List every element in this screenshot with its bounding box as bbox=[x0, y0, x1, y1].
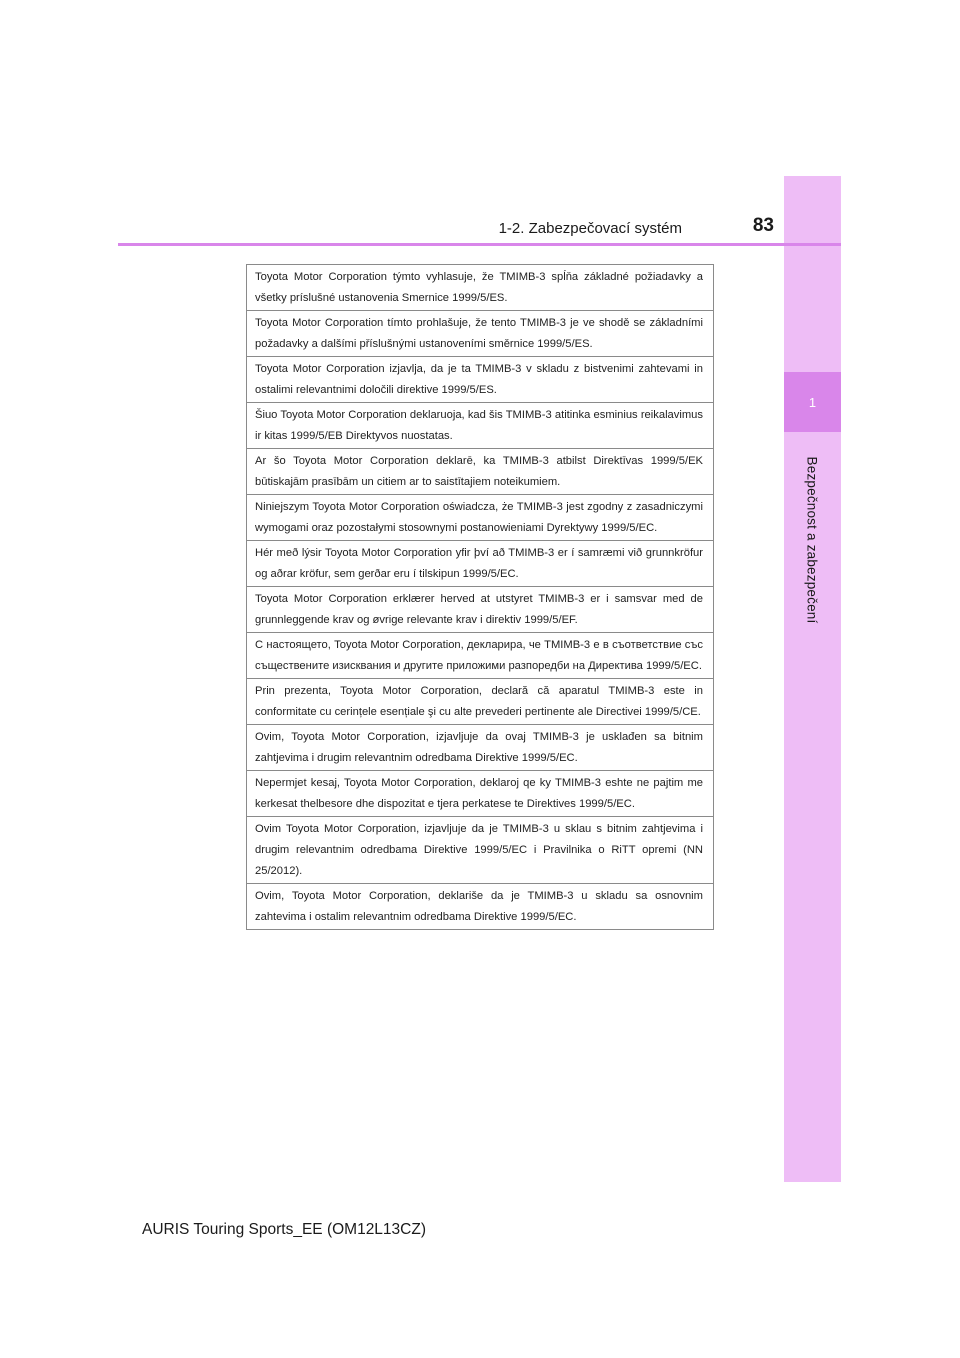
declaration-table bbox=[246, 264, 714, 930]
table-row: Ovim, Toyota Motor Corporation, izjavljuje da ovaj TMIMB-3 je usklađen sa bitnim zahtjevima i drugim relevantnim odredbama Direktive 1999/5/EC. bbox=[247, 725, 713, 771]
chapter-number: 1 bbox=[808, 394, 817, 410]
table-row: Ar šo Toyota Motor Corporation deklarē, ka TMIMB-3 atbilst Direktīvas 1999/5/EK būtiskajām prasībām un citiem ar to saistītajiem noteikumiem. bbox=[247, 449, 713, 495]
table-row: С настоящето, Toyota Motor Corporation, декларира, че TMIMB-3 е в съответствие със съществените изисквания и другите приложими разпоредби на Директива 1999/5/EC. bbox=[247, 633, 713, 679]
section-title: 1-2. Zabezpečovací systém bbox=[498, 220, 682, 237]
table-row: Toyota Motor Corporation týmto vyhlasuje, že TMIMB-3 spĺňa základné požiadavky a všetky príslušné ustanovenia Smernice 1999/5/ES. bbox=[247, 265, 713, 311]
header-rule bbox=[118, 243, 841, 246]
table-row: Niniejszym Toyota Motor Corporation oświadcza, że TMIMB-3 jest zgodny z zasadniczymi wymogami oraz pozostałymi stosownymi postanowieniami Dyrektywy 1999/5/EC. bbox=[247, 495, 713, 541]
table-row: Nepermjet kesaj, Toyota Motor Corporation, deklaroj qe ky TMIMB-3 eshte ne pajtim me kerkesat thelbesore dhe dispozitat e tjera perkatese te Direktives 1999/5/EC. bbox=[247, 771, 713, 817]
footer-manual-id: AURIS Touring Sports_EE (OM12L13CZ) bbox=[142, 1221, 426, 1238]
page-number: 83 bbox=[752, 215, 774, 236]
chapter-number-box bbox=[784, 372, 841, 432]
table-row: Toyota Motor Corporation erklærer herved at utstyret TMIMB-3 er i samsvar med de grunnleggende krav og øvrige relevante krav i direktiv 1999/5/EF. bbox=[247, 587, 713, 633]
table-row: Prin prezenta, Toyota Motor Corporation, declară că aparatul TMIMB-3 este in conformitate cu cerințele esențiale şi cu alte prevederi pertinente ale Directivei 1999/5/CE. bbox=[247, 679, 713, 725]
side-chapter-tab bbox=[784, 176, 841, 1182]
table-row: Toyota Motor Corporation izjavlja, da je ta TMIMB-3 v skladu z bistvenimi zahtevami in ostalimi relevantnimi določili direktive 1999/5/ES. bbox=[247, 357, 713, 403]
table-row: Ovim, Toyota Motor Corporation, deklariše da je TMIMB-3 u skladu sa osnovnim zahtevima i ostalim relevantnim odredbama Direktive 1999/5/EC. bbox=[247, 884, 713, 930]
table-row: Hér með lýsir Toyota Motor Corporation yfir því að TMIMB-3 er í samræmi við grunnkröfur og aðrar kröfur, sem gerðar eru í tilskipun 1999/5/EC. bbox=[247, 541, 713, 587]
chapter-label: Bezpečnost a zabezpečení bbox=[804, 456, 820, 624]
table-row: Toyota Motor Corporation tímto prohlašuje, že tento TMIMB-3 je ve shodě se základními požadavky a dalšími příslušnými ustanoveními směrnice 1999/5/ES. bbox=[247, 311, 713, 357]
table-row: Ovim Toyota Motor Corporation, izjavljuje da je TMIMB-3 u sklau s bitnim zahtjevima i drugim relevantnim odredbama Direktive 1999/5/EC i Pravilnika o RiTT opremi (NN 25/2012). bbox=[247, 817, 713, 884]
table-row: Šiuo Toyota Motor Corporation deklaruoja, kad šis TMIMB-3 atitinka esminius reikalavimus ir kitas 1999/5/EB Direktyvos nuostatas. bbox=[247, 403, 713, 449]
